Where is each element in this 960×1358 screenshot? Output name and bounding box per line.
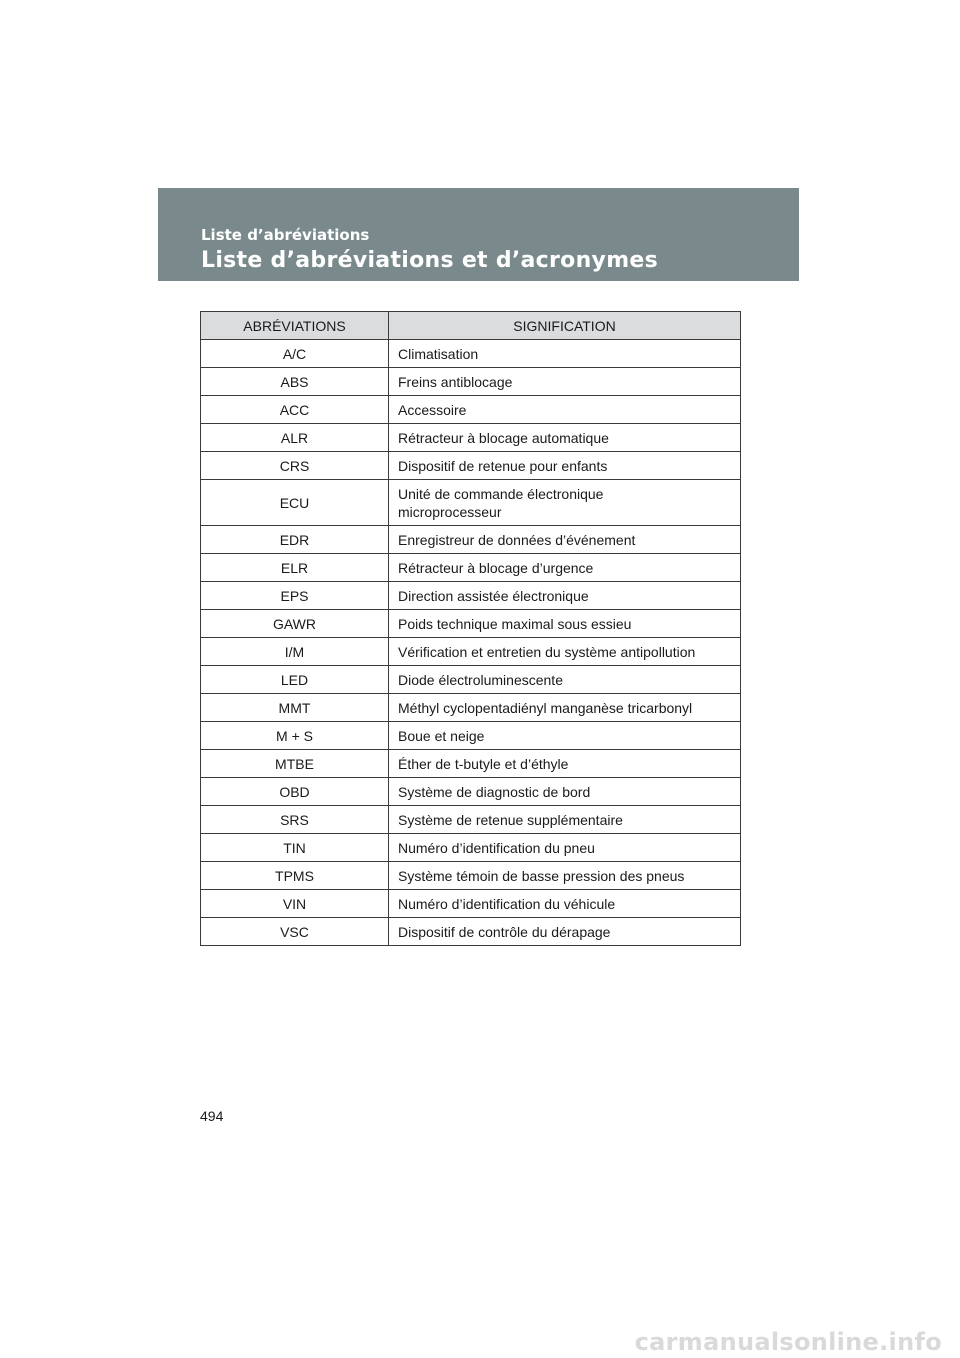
column-header-abbreviations: ABRÉVIATIONS bbox=[201, 312, 389, 340]
table-row bbox=[201, 582, 741, 610]
abbreviation-cell: TPMS bbox=[201, 862, 389, 890]
table-row bbox=[201, 918, 741, 946]
meaning-cell bbox=[389, 480, 741, 526]
section-label: Liste d’abréviations bbox=[201, 226, 370, 244]
abbreviation-cell: A/C bbox=[201, 340, 389, 368]
meaning-cell: Dispositif de contrôle du dérapage bbox=[389, 918, 741, 946]
abbreviation-cell: M + S bbox=[201, 722, 389, 750]
abbreviation-cell: EPS bbox=[201, 582, 389, 610]
meaning-cell: Enregistreur de données d’événement bbox=[389, 526, 741, 554]
table-header-row bbox=[201, 312, 741, 340]
meaning-cell: Poids technique maximal sous essieu bbox=[389, 610, 741, 638]
meaning-cell: Éther de t-butyle et d’éthyle bbox=[389, 750, 741, 778]
abbreviation-cell: CRS bbox=[201, 452, 389, 480]
table-row bbox=[201, 666, 741, 694]
table-row bbox=[201, 862, 741, 890]
table-row bbox=[201, 396, 741, 424]
table-row bbox=[201, 806, 741, 834]
meaning-cell: Méthyl cyclopentadiényl manganèse tricarbonyl bbox=[389, 694, 741, 722]
meaning-cell: Dispositif de retenue pour enfants bbox=[389, 452, 741, 480]
abbreviation-cell: TIN bbox=[201, 834, 389, 862]
table-row bbox=[201, 890, 741, 918]
abbreviation-cell: VSC bbox=[201, 918, 389, 946]
column-header-meaning: SIGNIFICATION bbox=[389, 312, 741, 340]
abbreviation-cell: VIN bbox=[201, 890, 389, 918]
meaning-cell: Boue et neige bbox=[389, 722, 741, 750]
table-row bbox=[201, 638, 741, 666]
abbreviation-cell: MTBE bbox=[201, 750, 389, 778]
table-row bbox=[201, 480, 741, 526]
table-row bbox=[201, 722, 741, 750]
meaning-cell: Direction assistée électronique bbox=[389, 582, 741, 610]
table-row bbox=[201, 452, 741, 480]
abbreviation-cell: ALR bbox=[201, 424, 389, 452]
meaning-cell: Numéro d’identification du pneu bbox=[389, 834, 741, 862]
page-number: 494 bbox=[200, 1108, 224, 1124]
table-row bbox=[201, 424, 741, 452]
abbreviation-cell: ACC bbox=[201, 396, 389, 424]
page-title: Liste d’abréviations et d’acronymes bbox=[201, 248, 659, 273]
table-row bbox=[201, 778, 741, 806]
meaning-cell: Climatisation bbox=[389, 340, 741, 368]
meaning-cell: Vérification et entretien du système antipollution bbox=[389, 638, 741, 666]
meaning-cell: Système témoin de basse pression des pneus bbox=[389, 862, 741, 890]
meaning-cell: Diode électroluminescente bbox=[389, 666, 741, 694]
meaning-line: Unité de commande électronique bbox=[398, 485, 604, 502]
table-row bbox=[201, 834, 741, 862]
meaning-cell: Rétracteur à blocage automatique bbox=[389, 424, 741, 452]
meaning-cell: Système de diagnostic de bord bbox=[389, 778, 741, 806]
meaning-cell: Système de retenue supplémentaire bbox=[389, 806, 741, 834]
table-row bbox=[201, 368, 741, 396]
abbreviation-cell: ECU bbox=[201, 480, 389, 526]
table-row bbox=[201, 340, 741, 368]
table-row bbox=[201, 750, 741, 778]
watermark-text: carmanualsonline.info bbox=[634, 1328, 942, 1356]
abbreviations-table bbox=[200, 311, 741, 946]
table-row bbox=[201, 694, 741, 722]
abbreviation-cell: GAWR bbox=[201, 610, 389, 638]
abbreviation-cell: SRS bbox=[201, 806, 389, 834]
meaning-cell: Rétracteur à blocage d’urgence bbox=[389, 554, 741, 582]
abbreviation-cell: MMT bbox=[201, 694, 389, 722]
abbreviation-cell: ELR bbox=[201, 554, 389, 582]
table-row bbox=[201, 610, 741, 638]
abbreviation-cell: I/M bbox=[201, 638, 389, 666]
abbreviation-cell: LED bbox=[201, 666, 389, 694]
meaning-cell: Numéro d’identification du véhicule bbox=[389, 890, 741, 918]
abbreviation-cell: ABS bbox=[201, 368, 389, 396]
abbreviation-cell: OBD bbox=[201, 778, 389, 806]
meaning-cell: Accessoire bbox=[389, 396, 741, 424]
table-row bbox=[201, 554, 741, 582]
meaning-cell: Freins antiblocage bbox=[389, 368, 741, 396]
header-band bbox=[158, 188, 799, 281]
table-row bbox=[201, 526, 741, 554]
abbreviation-cell: EDR bbox=[201, 526, 389, 554]
meaning-line: microprocesseur bbox=[398, 503, 502, 520]
